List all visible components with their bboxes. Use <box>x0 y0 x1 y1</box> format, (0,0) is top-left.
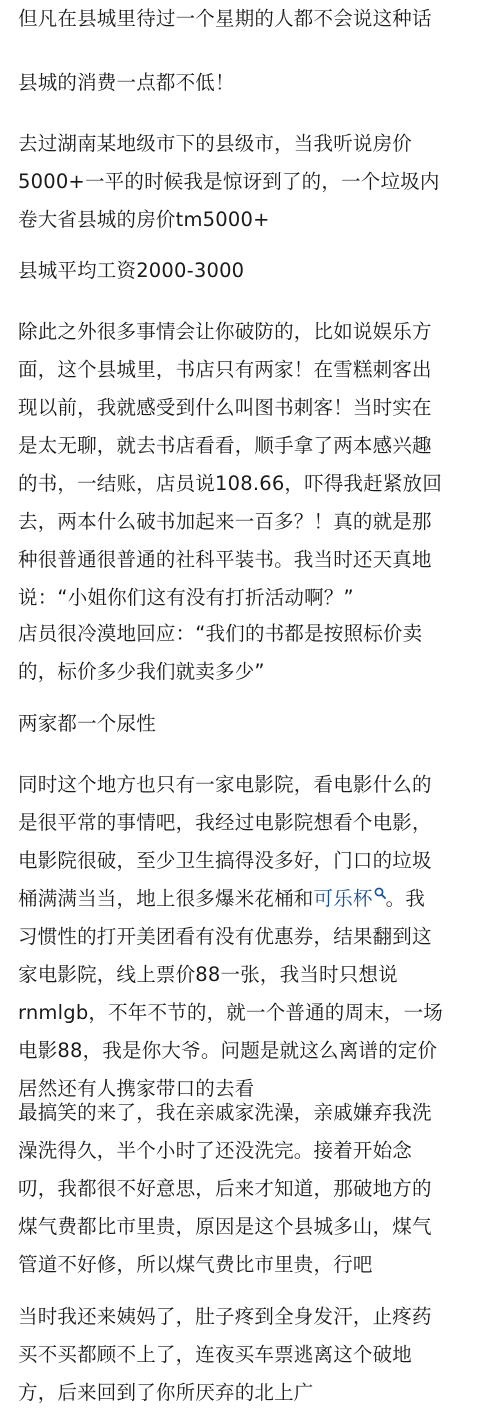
text-line: 说：“小姐你们这有没有打折活动啊？” <box>18 586 354 609</box>
paragraph <box>18 125 440 239</box>
text-line: 去过湖南某地级市下的县级市，当我听说房价 <box>18 132 413 155</box>
paragraph <box>18 1298 432 1412</box>
text-line: 面，这个县城里，书店只有两家！在雪糕刺客出 <box>18 358 432 381</box>
text-line: 当时我还来姨妈了，肚子疼到全身发汗，止疼药 <box>18 1305 432 1328</box>
paragraph <box>18 252 244 290</box>
paragraph <box>18 0 432 38</box>
text-line: 电影88，我是你大爷。问题是就这么离谱的定价 <box>18 1039 438 1062</box>
text-line: 是太无聊，就去书店看看，顺手拿了两本感兴趣 <box>18 434 432 457</box>
text-segment: 桶满满当当，地上很多爆米花桶和 <box>18 887 314 910</box>
text-line: 是很平常的事情吧，我经过电影院想看个电影， <box>18 811 432 834</box>
text-line: 居然还有人携家带口的去看 <box>18 1077 255 1100</box>
search-icon[interactable] <box>374 887 386 899</box>
text-line: 家电影院，线上票价88一张，我当时只想说 <box>18 963 398 986</box>
text-line: 叨，我都很不好意思，后来才知道，那破地方的 <box>18 1177 432 1200</box>
text-segment: 。我 <box>385 887 426 910</box>
text-line: 管道不好修，所以煤气费比市里贵，行吧 <box>18 1253 373 1276</box>
text-line: 现以前，我就感受到什么叫图书刺客！当时实在 <box>18 396 432 419</box>
text-line: 的，标价多少我们就卖多少” <box>18 660 265 683</box>
paragraph <box>18 1094 432 1284</box>
text-line: 澡洗得久，半个小时了还没洗完。接着开始念 <box>18 1139 413 1162</box>
text-line: 习惯性的打开美团看有没有优惠券，结果翻到这 <box>18 925 432 948</box>
text-line: 县城平均工资2000-3000 <box>18 259 245 282</box>
text-line: 的书，一结账，店员说108.66，吓得我赶紧放回 <box>18 472 443 495</box>
text-line-with-link <box>18 880 443 918</box>
paragraph <box>18 705 156 743</box>
text-line: 种很普通很普通的社科平装书。我当时还天真地 <box>18 548 432 571</box>
text-line: 两家都一个尿性 <box>18 712 156 735</box>
text-line: 卷大省县城的房价tm5000+ <box>18 208 270 231</box>
text-line: 5000+一平的时候我是惊讶到了的，一个垃圾内 <box>18 170 440 193</box>
paragraph <box>18 64 235 102</box>
text-line: rnmlgb，不年不节的，就一个普通的周末，一场 <box>18 1001 444 1024</box>
paragraph <box>18 313 442 617</box>
text-line: 除此之外很多事情会让你破防的，比如说娱乐方 <box>18 320 432 343</box>
paragraph <box>18 766 443 1108</box>
text-line: 方，后来回到了你所厌弃的北上广 <box>18 1381 314 1404</box>
text-line: 买不买都顾不上了，连夜买车票逃离这个破地 <box>18 1343 413 1366</box>
text-line: 煤气费都比市里贵，原因是这个县城多山，煤气 <box>18 1215 432 1238</box>
text-line: 去，两本什么破书加起来一百多？！真的就是那 <box>18 510 432 533</box>
text-line: 店员很冷漠地回应：“我们的书都是按照标价卖 <box>18 622 423 645</box>
text-line: 电影院很破，至少卫生搞得没多好，门口的垃圾 <box>18 849 432 872</box>
text-line: 同时这个地方也只有一家电影院，看电影什么的 <box>18 773 432 796</box>
text-line: 县城的消费一点都不低！ <box>18 71 235 94</box>
text-line: 但凡在县城里待过一个星期的人都不会说这种话 <box>18 7 432 30</box>
paragraph <box>18 615 422 691</box>
search-link-cola-cup[interactable]: 可乐杯 <box>313 887 373 910</box>
text-line: 最搞笑的来了，我在亲戚家洗澡，亲戚嫌弃我洗 <box>18 1101 432 1124</box>
